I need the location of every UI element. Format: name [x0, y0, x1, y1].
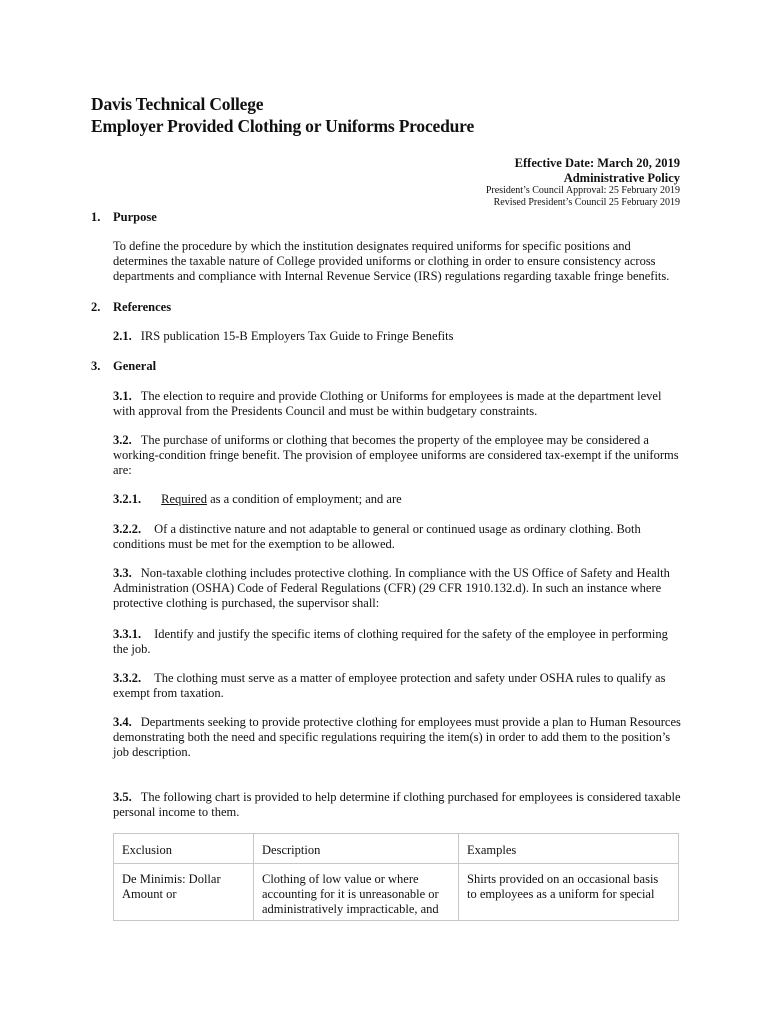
underlined-term: Required: [161, 492, 207, 506]
clause-text: The clothing must serve as a matter of employee protection and safety under OSHA rules to qualify as exempt from taxation.: [113, 671, 666, 700]
council-approval: President’s Council Approval: 25 February 2019: [485, 185, 680, 196]
section-number: 3.: [91, 359, 101, 373]
section-title: Purpose: [113, 210, 157, 224]
purpose-paragraph: To define the procedure by which the institution designates required uniforms for specific positions and determines the taxable nature of College provided uniforms or clothing in order to ensure consistency across departments and compliance with Internal Revenue Service (IRS) regulations regarding taxable fringe benefits.: [113, 239, 670, 283]
clause-text: The election to require and provide Clothing or Uniforms for employees is made at the department level with approval from the Presidents Council and must be within budgetary constraints.: [113, 389, 662, 418]
policy-type: Administrative Policy: [563, 171, 680, 185]
clause-number: 3.4.: [113, 715, 132, 729]
clause-number: 3.2.1.: [113, 492, 142, 506]
clause-3-3-2: [113, 671, 681, 701]
clause-3-2-1: [113, 492, 681, 507]
clause-number: 3.2.2.: [113, 522, 142, 536]
reference-text: IRS publication 15-B Employers Tax Guide to Fringe Benefits: [140, 329, 454, 343]
clause-number: 3.3.1.: [113, 627, 142, 641]
clause-3-1: [113, 389, 681, 419]
procedure-title: Employer Provided Clothing or Uniforms Procedure: [91, 116, 475, 136]
clause-3-2: [113, 433, 681, 478]
clause-text: Departments seeking to provide protective clothing for employees must provide a plan to Human Resources demonstrating both the need and specific regulations requiring the item(s) in order to add them to the position’s job description.: [113, 715, 681, 759]
clause-text: The purchase of uniforms or clothing that becomes the property of the employee may be considered a working-condition fringe benefit. The provision of employee uniforms are considered tax-exempt if the uniforms are:: [113, 433, 679, 477]
table-cell: Shirts provided on an occasional basis to employees as a uniform for special: [459, 864, 679, 921]
clause-text: as a condition of employment; and are: [206, 492, 402, 506]
table-header-cell: Exclusion: [114, 834, 254, 864]
table-cell: De Minimis: Dollar Amount or: [114, 864, 254, 921]
clause-number: 3.2.: [113, 433, 132, 447]
section-title: References: [113, 300, 172, 314]
clause-text: Identify and justify the specific items of clothing required for the safety of the employee in performing the job.: [113, 627, 668, 656]
section-number: 2.: [91, 300, 101, 314]
table-header-cell: Examples: [459, 834, 679, 864]
clause-3-5: [113, 790, 681, 820]
revision-note: Revised President’s Council 25 February 2019: [493, 197, 680, 208]
clause-number: 3.5.: [113, 790, 132, 804]
clause-number: 3.3.: [113, 566, 132, 580]
institution-title: Davis Technical College: [91, 94, 264, 114]
section-heading-purpose: [91, 210, 157, 225]
section-number: 1.: [91, 210, 101, 224]
section-title: General: [113, 359, 157, 373]
table-cell: Clothing of low value or where accounting for it is unreasonable or administratively impracticable, and: [254, 864, 459, 921]
table-row: [114, 864, 679, 921]
clause-3-2-2: [113, 522, 681, 552]
section-heading-references: [91, 300, 171, 315]
clause-text: The following chart is provided to help determine if clothing purchased for employees is considered taxable personal income to them.: [113, 790, 681, 819]
clause-3-4: [113, 715, 681, 760]
clause-text: Of a distinctive nature and not adaptable to general or continued usage as ordinary clothing. Both conditions must be met for the exemption to be allowed.: [113, 522, 641, 551]
clause-number: 2.1.: [113, 329, 132, 343]
effective-date: Effective Date: March 20, 2019: [514, 156, 680, 170]
clause-number: 3.3.2.: [113, 671, 142, 685]
clause-3-3: [113, 566, 681, 611]
table-header-row: [114, 834, 679, 864]
clothing-taxability-table: [113, 833, 679, 921]
clause-text: Non-taxable clothing includes protective clothing. In compliance with the US Office of Safety and Health Administration (OSHA) Code of Federal Regulations (CFR) (29 CFR 1910.132.d). In such an instance where protective clothing is purchased, the supervisor shall:: [113, 566, 670, 610]
reference-item: [113, 329, 681, 344]
section-heading-general: [91, 359, 156, 374]
table-header-cell: Description: [254, 834, 459, 864]
clause-3-3-1: [113, 627, 681, 657]
clause-number: 3.1.: [113, 389, 132, 403]
